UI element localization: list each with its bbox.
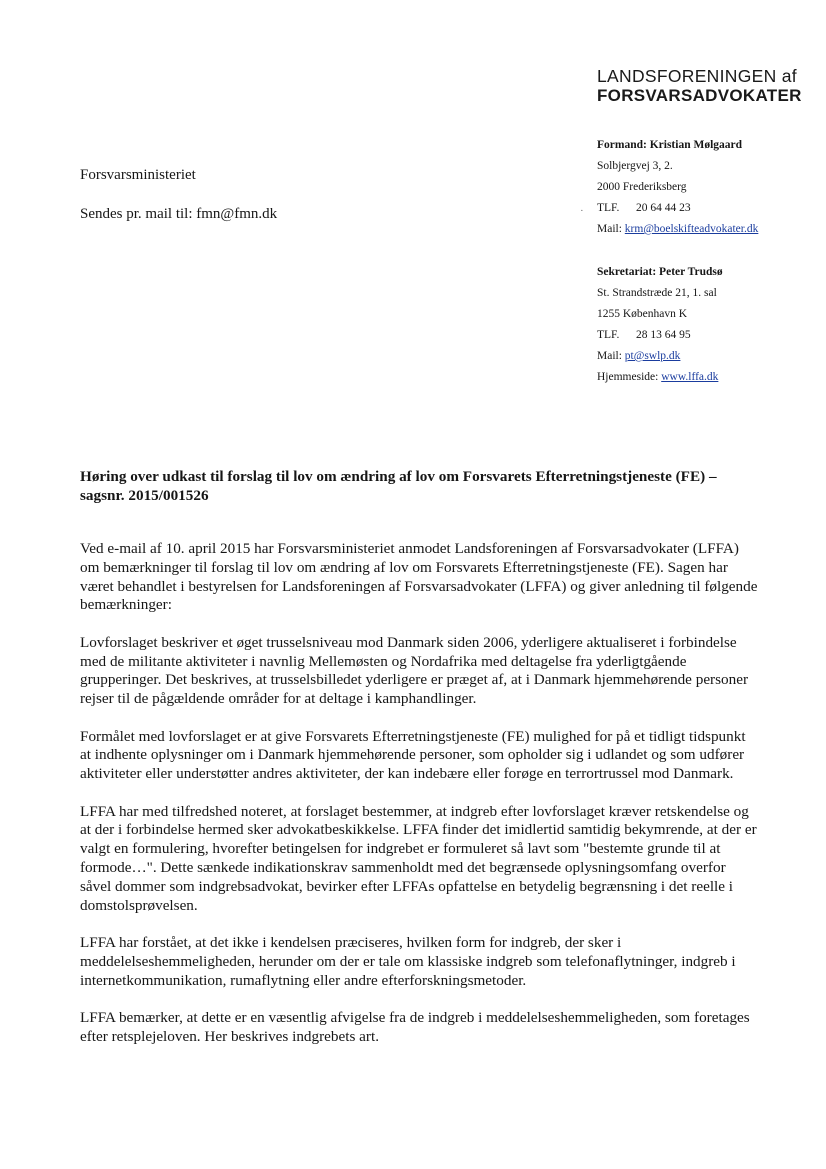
organization-logo [597, 66, 802, 105]
sekretariat-contact-block [597, 262, 723, 388]
formand-phone-row [597, 198, 758, 219]
sekretariat-mail-row [597, 346, 723, 367]
formand-street: Solbjergvej 3, 2. [597, 160, 673, 172]
formand-mail-row [597, 219, 758, 240]
sekretariat-tlf-label: TLF. [597, 329, 620, 341]
sekretariat-phone-row [597, 325, 723, 346]
body-paragraph-3: Formålet med lovforslaget er at give Forsvarets Efterretningstjeneste (FE) mulighed for på et tidligt tidspunkt at indhente oplysninger om i Danmark hjemmehørende personer, som opholder sig i udlandet og som udfører aktiviteter eller understøtter andres aktiviteter, der kan indebære eller forøge en terrortrussel mod Danmark. [80, 727, 746, 783]
sekretariat-mail-label: Mail: [597, 350, 622, 362]
formand-contact-block [597, 135, 758, 240]
body-paragraph-2: Lovforslaget beskriver et øget trusselsniveau mod Danmark siden 2006, yderligere aktualiseret i forbindelse med de militante aktiviteter i navnlig Mellemøsten og Nordafrika med deltagelse fra yderligtgående grupperinger. Det beskrives, at trusselsbilledet yderligere er præget af, at i Danmark hjemmehørende personer rejser til de pågældende områder for at deltage i kamphandlinger. [80, 633, 749, 708]
sekretariat-heading: Sekretariat: Peter Trudsø [597, 266, 723, 278]
formand-mail-link[interactable]: krm@boelskifteadvokater.dk [624, 223, 759, 235]
sekretariat-web-row [597, 367, 723, 388]
body-paragraph-1: Ved e-mail af 10. april 2015 har Forsvarsministeriet anmodet Landsforeningen af Forsvarsadvokater (LFFA) om bemærkninger til forslag til lov om ændring af lov om Forsvarets Efterretningstjeneste (FE). Sagen har været behandlet i bestyrelsen for Landsforeningen af Forsvarsadvokater (LFFA) og giver anledning til følgende bemærkninger: [80, 540, 758, 614]
sekretariat-web-link[interactable]: www.lffa.dk [661, 371, 719, 383]
formand-tlf: 20 64 44 23 [636, 202, 691, 214]
body-paragraph-4: LFFA har med tilfredshed noteret, at forslaget bestemmer, at indgreb efter lovforslaget kræver retskendelse og at der i forbindelse hermed sker advokatbeskikkelse. LFFA finder det imidlertid samtidig bekymrende, at der er valgt en formulering, hvorefter betingelsen for indgrebet er formuleret så lavt som "bestemte grunde til at formode…". Dette sænkede indikationskrav sammenholdt med det begrænsede oplysningsomfang overfor såvel dommer som indgrebsadvokat, bevirker efter LFFAs opfattelse en betydelig begrænsning i det reelle i domstolsprøvelsen. [80, 802, 757, 914]
recipient-name: Forsvarsministeriet [80, 167, 196, 183]
letter-body [80, 540, 760, 1065]
sekretariat-street: St. Strandstræde 21, 1. sal [597, 287, 717, 299]
sekretariat-city: 1255 København K [597, 308, 688, 320]
sekretariat-mail-link[interactable]: pt@swlp.dk [624, 350, 681, 362]
recipient-mail-line: Sendes pr. mail til: fmn@fmn.dk [80, 206, 278, 222]
body-paragraph-5: LFFA har forstået, at det ikke i kendelsen præciseres, hvilken form for indgreb, der sker i meddelelseshemmeligheden, herunder om der er tale om klassiske indgreb som telefonaflytninger, indgreb i internetkommunikation, rumaflytning eller andre efterforskningsmetoder. [80, 933, 736, 989]
formand-heading: Formand: Kristian Mølgaard [597, 139, 743, 151]
stray-mark: · [580, 205, 584, 217]
formand-city: 2000 Frederiksberg [597, 181, 687, 193]
logo-line-2: FORSVARSADVOKATER [597, 86, 802, 105]
formand-mail-label: Mail: [597, 223, 622, 235]
logo-line-1: LANDSFORENINGEN af [597, 66, 797, 86]
sekretariat-tlf: 28 13 64 95 [636, 329, 691, 341]
body-paragraph-6: LFFA bemærker, at dette er en væsentlig afvigelse fra de indgreb i meddelelseshemmeligheden, som foretages efter retsplejeloven. Her beskrives indgrebets art. [80, 1008, 750, 1045]
formand-tlf-label: TLF. [597, 202, 620, 214]
sekretariat-web-label: Hjemmeside: [597, 371, 659, 383]
letter-subject: Høring over udkast til forslag til lov om ændring af lov om Forsvarets Efterretningstjeneste (FE) – sagsnr. 2015/001526 [80, 468, 717, 504]
